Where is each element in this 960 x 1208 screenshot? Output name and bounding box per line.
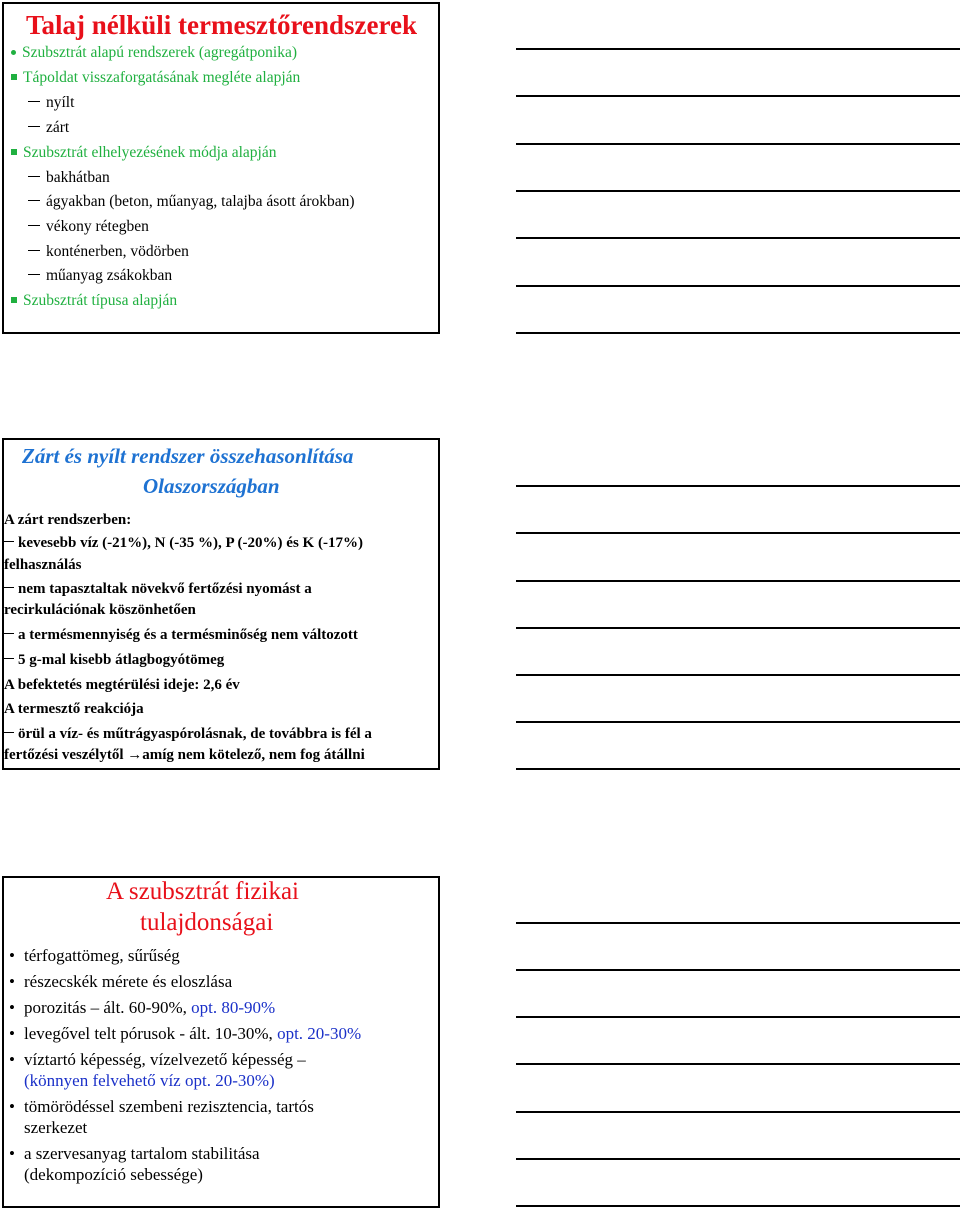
slide-3-list-line bbox=[24, 972, 232, 992]
slide-2-line-text: fertőzési veszélytől →amíg nem kötelező, nem fog átállni bbox=[4, 747, 365, 763]
slide-1-list-item bbox=[10, 169, 110, 187]
slide-3-list-line bbox=[24, 1118, 87, 1138]
slide-3-list-line bbox=[24, 946, 180, 966]
slide-1-list-item bbox=[10, 69, 300, 87]
slide-3-text-part: porozitás – ált. 60-90%, bbox=[24, 998, 192, 1017]
slide-2-line-text: 5 g-mal kisebb átlagbogyótömeg bbox=[18, 652, 225, 668]
note-line bbox=[516, 143, 960, 145]
slide-2-line-text: a termésmennyiség és a termésminőség nem változott bbox=[18, 627, 358, 643]
note-line bbox=[516, 332, 960, 334]
bullet-icon: • bbox=[9, 998, 15, 1017]
slide-2-line bbox=[4, 747, 365, 764]
slide-3-text-part: szerkezet bbox=[24, 1118, 88, 1137]
slide-2-title-line-1: Zárt és nyílt rendszer összehasonlítása bbox=[22, 444, 354, 468]
slide-3-text-part: víztartó képesség, vízelvezető képesség – bbox=[24, 1050, 306, 1069]
slide-2-line bbox=[4, 512, 131, 529]
dash-icon bbox=[4, 658, 14, 659]
slide-3-title-line-1: A szubsztrát fizikai bbox=[106, 878, 299, 905]
slide-3-text-part: (dekompozíció sebessége) bbox=[24, 1165, 203, 1184]
slide-2-line bbox=[4, 652, 224, 669]
note-line bbox=[516, 674, 960, 676]
slide-2-line-text: A befektetés megtérülési ideje: 2,6 év bbox=[4, 677, 240, 693]
slide-2-line bbox=[4, 581, 312, 598]
slide-3-text-part: opt. 80-90% bbox=[191, 998, 276, 1017]
slide-1-list-item bbox=[10, 267, 172, 285]
slide-2-line-text: kevesebb víz (-21%), N (-35 %), P (-20%) és K (-17%) bbox=[18, 535, 363, 551]
slide-2-line-text: recirkulációnak köszönhetően bbox=[4, 602, 196, 618]
bullet-icon: • bbox=[9, 1097, 15, 1116]
note-line bbox=[516, 1111, 960, 1113]
note-line bbox=[516, 48, 960, 50]
slide-1-list-item bbox=[10, 193, 355, 211]
slide-1-list-item bbox=[10, 119, 69, 137]
note-line bbox=[516, 237, 960, 239]
slide-2-line bbox=[4, 627, 358, 644]
slide-2-line-text: A termesztő reakciója bbox=[4, 701, 144, 717]
note-line bbox=[516, 1063, 960, 1065]
slide-2 bbox=[2, 438, 440, 770]
slide-1-list-item bbox=[10, 144, 277, 162]
note-line bbox=[516, 95, 960, 97]
slide-1-list-item-text: bakhátban bbox=[46, 169, 110, 186]
slide-3-text-part: opt. 20-30% bbox=[277, 1024, 362, 1043]
slide-3-list-line bbox=[24, 1097, 314, 1117]
slide-1-list-item-text: Szubsztrát alapú rendszerek (agregátponika) bbox=[22, 44, 297, 61]
slide-3-list-line bbox=[24, 998, 275, 1018]
bullet-icon: • bbox=[9, 972, 15, 991]
note-line bbox=[516, 969, 960, 971]
bullet-icon: • bbox=[9, 946, 15, 965]
slide-2-line-text: A zárt rendszerben: bbox=[4, 512, 132, 528]
slide-1-list-item-text: műanyag zsákokban bbox=[46, 267, 173, 284]
slide-1-list-item-text: nyílt bbox=[46, 94, 75, 111]
slide-2-line bbox=[4, 677, 240, 694]
bullet-dot-icon bbox=[11, 50, 16, 55]
slide-1-list-item-text: ágyakban (beton, műanyag, talajba ásott árokban) bbox=[46, 193, 355, 210]
note-line bbox=[516, 768, 960, 770]
dash-icon bbox=[4, 541, 14, 542]
slide-2-line-text: felhasználás bbox=[4, 557, 82, 573]
dash-icon bbox=[4, 732, 14, 733]
note-line bbox=[516, 1016, 960, 1018]
slide-3-list-line bbox=[24, 1144, 260, 1164]
slide-3-text-part: a szervesanyag tartalom stabilitása bbox=[24, 1144, 260, 1163]
slide-1-list-item-text: zárt bbox=[46, 119, 70, 136]
slide-1-list-item-text: Szubsztrát elhelyezésének módja alapján bbox=[23, 144, 277, 161]
bullet-square-icon bbox=[11, 149, 17, 155]
note-line bbox=[516, 580, 960, 582]
dash-icon bbox=[28, 126, 40, 127]
slide-1-list-item bbox=[10, 44, 297, 62]
slide-2-line bbox=[4, 726, 372, 743]
slide-2-line-text: nem tapasztaltak növekvő fertőzési nyomást a bbox=[18, 581, 312, 597]
slide-2-line-text: örül a víz- és műtrágyaspórolásnak, de továbbra is fél a bbox=[18, 726, 372, 742]
note-line bbox=[516, 532, 960, 534]
slide-3-title-line-2: tulajdonságai bbox=[140, 909, 274, 936]
slide-1-list-item bbox=[10, 292, 177, 310]
bullet-square-icon bbox=[11, 74, 17, 80]
dash-icon bbox=[28, 274, 40, 275]
dash-icon bbox=[4, 633, 14, 634]
slide-2-line bbox=[4, 557, 82, 574]
dash-icon bbox=[28, 176, 40, 177]
slide-2-line bbox=[4, 701, 144, 718]
note-line bbox=[516, 485, 960, 487]
note-line bbox=[516, 721, 960, 723]
slide-3-text-part: részecskék mérete és eloszlása bbox=[24, 972, 233, 991]
slide-1-list-item-text: konténerben, vödörben bbox=[46, 243, 189, 260]
dash-icon bbox=[4, 587, 14, 588]
slide-1-list-item bbox=[10, 94, 74, 112]
slide-2-line bbox=[4, 535, 363, 552]
slide-3-list-line bbox=[24, 1071, 275, 1091]
slide-1-title: Talaj nélküli termesztőrendszerek bbox=[26, 10, 417, 40]
slide-3-text-part: levegővel telt pórusok - ált. 10-30%, bbox=[24, 1024, 278, 1043]
slide-3-text-part: tömörödéssel szembeni rezisztencia, tartós bbox=[24, 1097, 314, 1116]
slide-3-list-line bbox=[24, 1024, 361, 1044]
dash-icon bbox=[28, 200, 40, 201]
slide-1-list-item bbox=[10, 243, 189, 261]
slide-3-list-line bbox=[24, 1050, 306, 1070]
dash-icon bbox=[28, 101, 40, 102]
slide-1-list-item-text: Szubsztrát típusa alapján bbox=[23, 292, 178, 309]
dash-icon bbox=[28, 250, 40, 251]
slide-3 bbox=[2, 876, 440, 1208]
slide-2-line bbox=[4, 602, 196, 619]
slide-1-list-item bbox=[10, 218, 149, 236]
bullet-icon: • bbox=[9, 1144, 15, 1163]
note-line bbox=[516, 190, 960, 192]
note-line bbox=[516, 922, 960, 924]
slide-1 bbox=[2, 2, 440, 334]
note-line bbox=[516, 627, 960, 629]
bullet-icon: • bbox=[9, 1024, 15, 1043]
dash-icon bbox=[28, 225, 40, 226]
slide-3-list-line bbox=[24, 1165, 203, 1185]
note-line bbox=[516, 1158, 960, 1160]
slide-2-title-line-2: Olaszországban bbox=[143, 474, 280, 498]
slide-1-list-item-text: vékony rétegben bbox=[46, 218, 149, 235]
slide-3-text-part: (könnyen felvehető víz opt. 20-30%) bbox=[24, 1071, 275, 1090]
note-line bbox=[516, 1205, 960, 1207]
slide-3-text-part: térfogattömeg, sűrűség bbox=[24, 946, 180, 965]
bullet-icon: • bbox=[9, 1050, 15, 1069]
note-line bbox=[516, 285, 960, 287]
slide-1-list-item-text: Tápoldat visszaforgatásának megléte alapján bbox=[23, 69, 301, 86]
bullet-square-icon bbox=[11, 297, 17, 303]
